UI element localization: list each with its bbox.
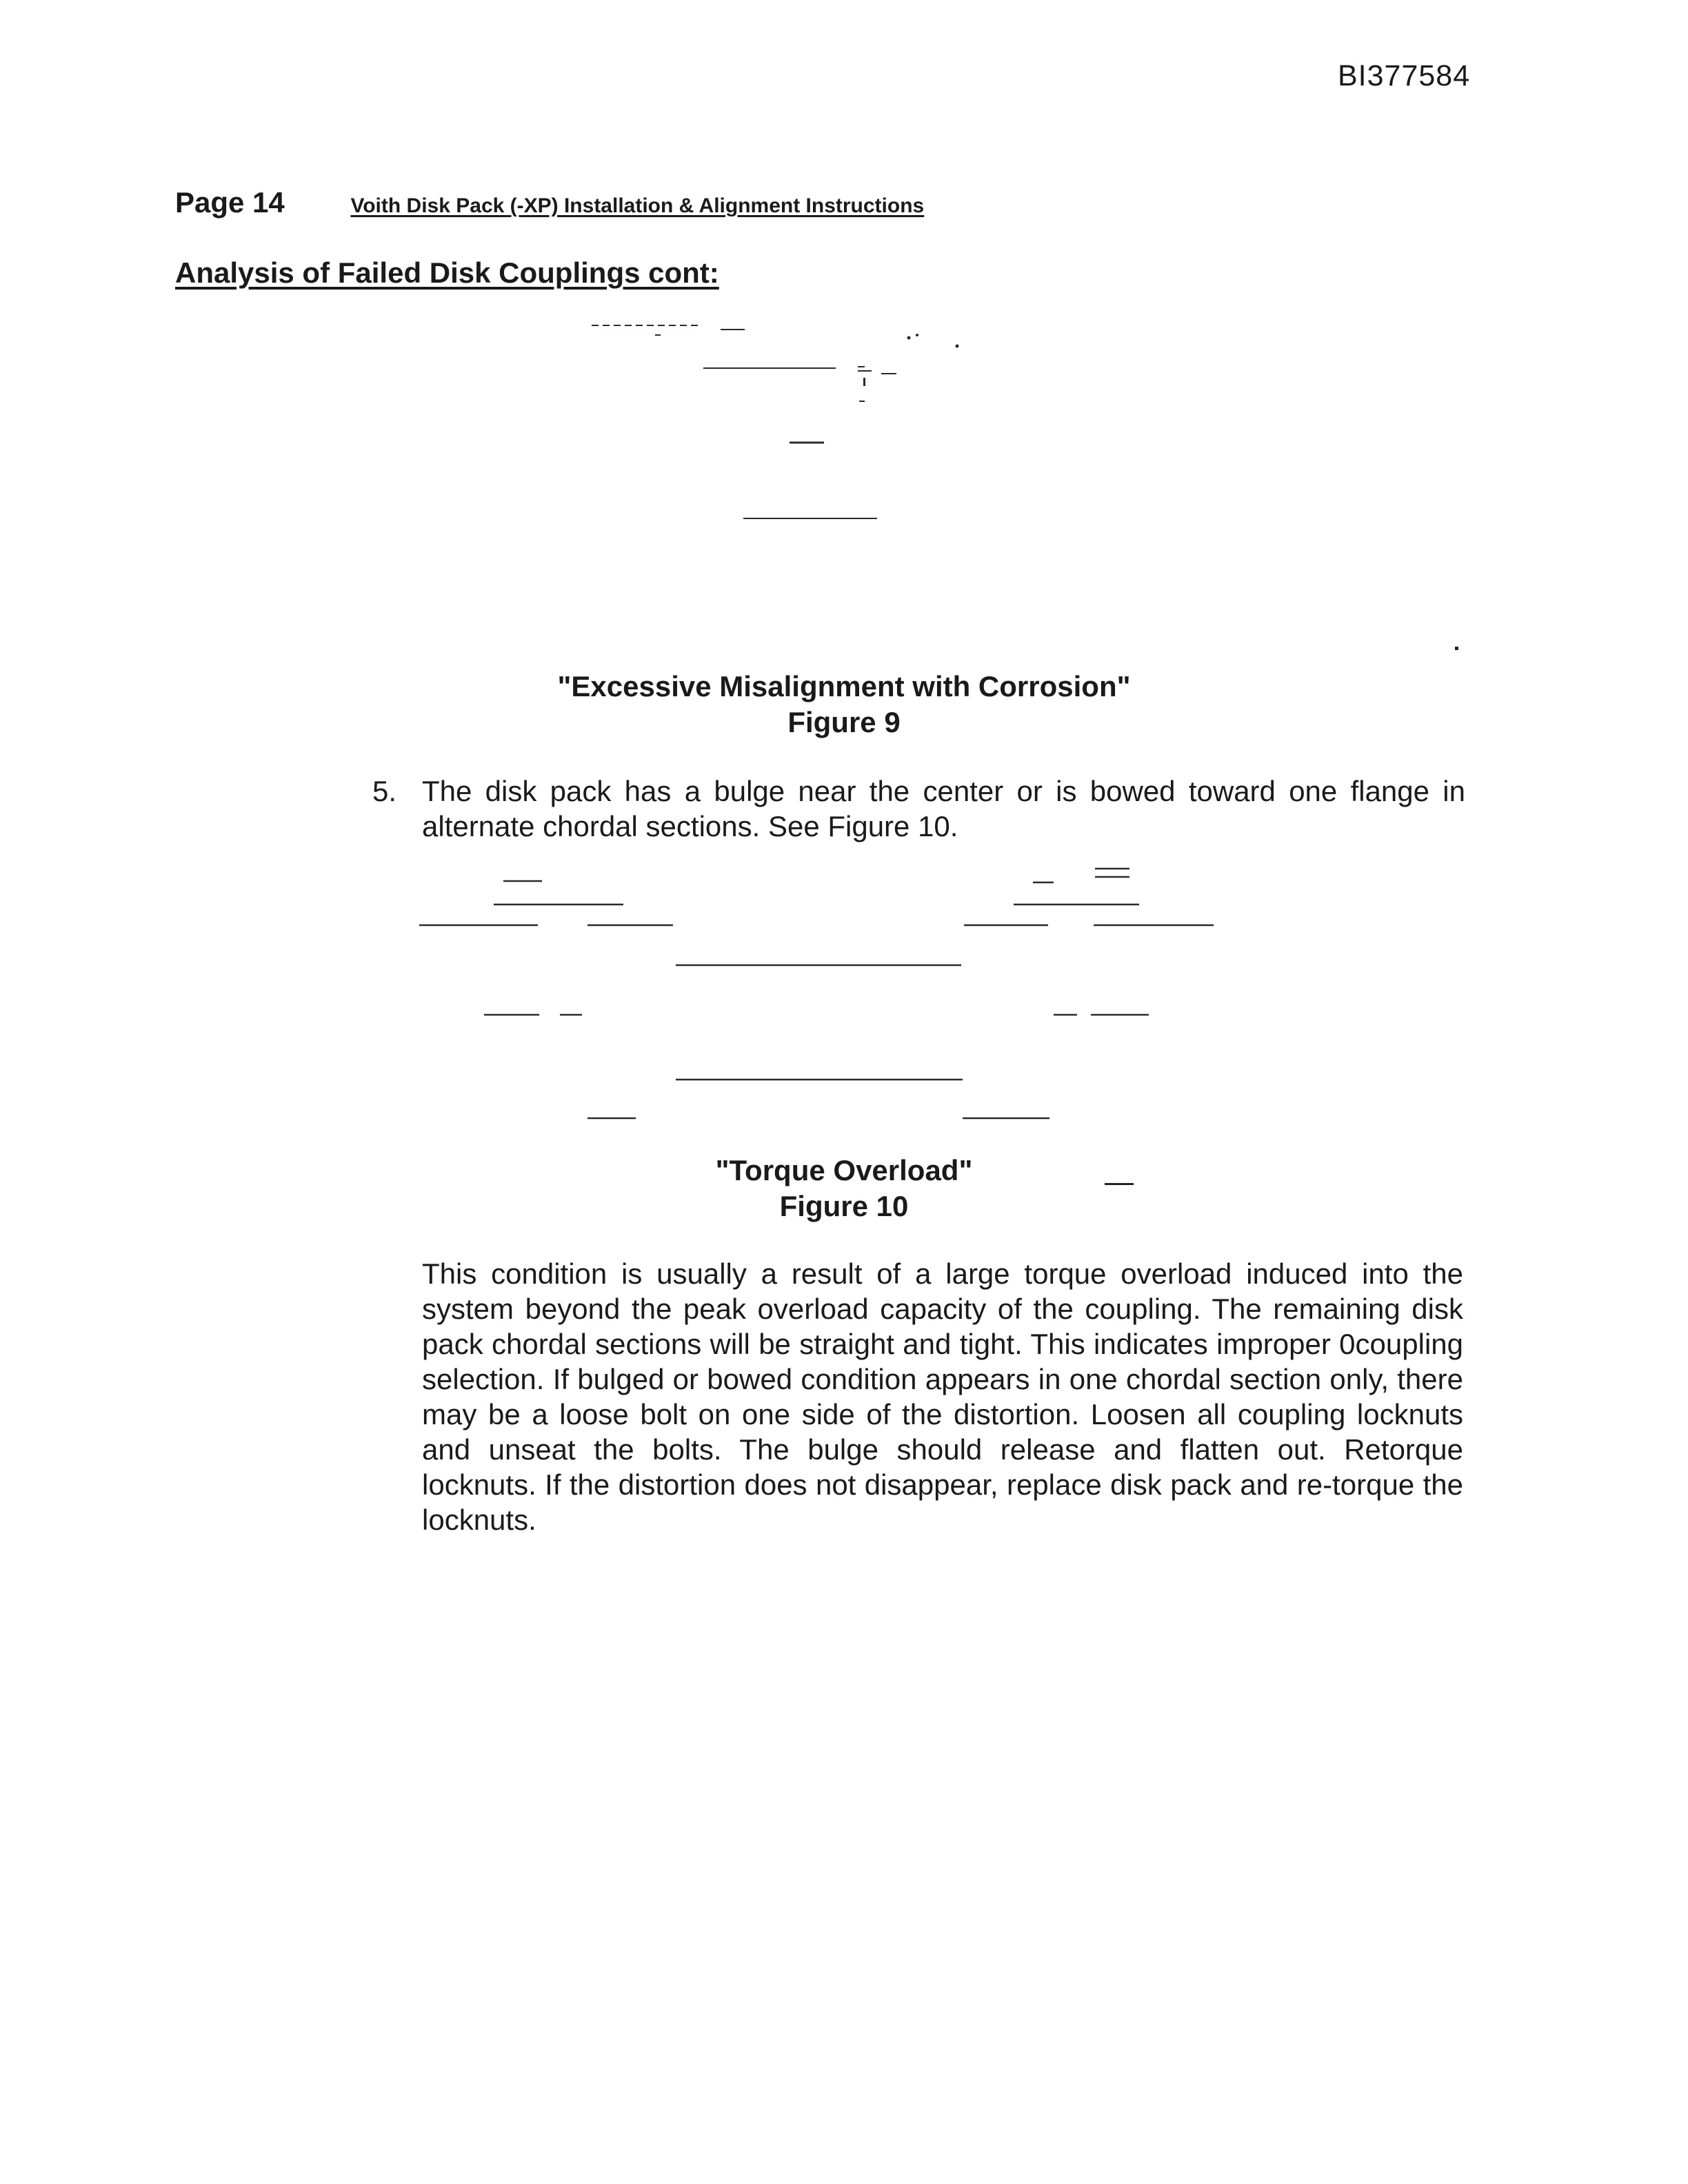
figure-9-caption [0, 669, 1688, 740]
figure-9-label: Figure 9 [787, 706, 901, 738]
figure-10-title: "Torque Overload" [715, 1154, 973, 1186]
figure-10-image [407, 855, 1234, 1144]
list-item-5 [372, 774, 1465, 844]
document-id: BI377584 [1338, 59, 1471, 92]
scan-mark [863, 378, 865, 386]
list-item-number: 5. [372, 775, 397, 807]
figure-9-image [579, 310, 979, 538]
section-heading: Analysis of Failed Disk Couplings cont: [175, 256, 719, 289]
scan-mark [907, 336, 911, 340]
scan-mark [956, 345, 959, 348]
figure-9-title: "Excessive Misalignment with Corrosion" [557, 670, 1131, 702]
scan-mark [1455, 647, 1458, 650]
figure-10-caption [0, 1153, 1688, 1224]
page-number: Page 14 [175, 186, 285, 219]
scan-mark [916, 334, 918, 336]
page-header [175, 186, 924, 219]
figure-10-label: Figure 10 [779, 1190, 909, 1222]
list-item-text: The disk pack has a bulge near the center or is bowed toward one flange in alternate chordal sections. See Figure 10. [422, 775, 1465, 842]
document-title: Voith Disk Pack (-XP) Installation & Alignment Instructions [350, 194, 925, 217]
body-paragraph: This condition is usually a result of a large torque overload induced into the system beyond the peak overload capacity of the coupling. The remaining disk pack chordal sections will be straight and tight. This indicates improper 0coupling selection. If bulged or bowed condition appears in one chordal section only, there may be a loose bolt on one side of the distortion. Loosen all coupling locknuts and unseat the bolts. The bulge should release and flatten out. Retorque locknuts. If the distortion does not disappear, replace disk pack and re-torque the locknuts. [422, 1257, 1463, 1536]
